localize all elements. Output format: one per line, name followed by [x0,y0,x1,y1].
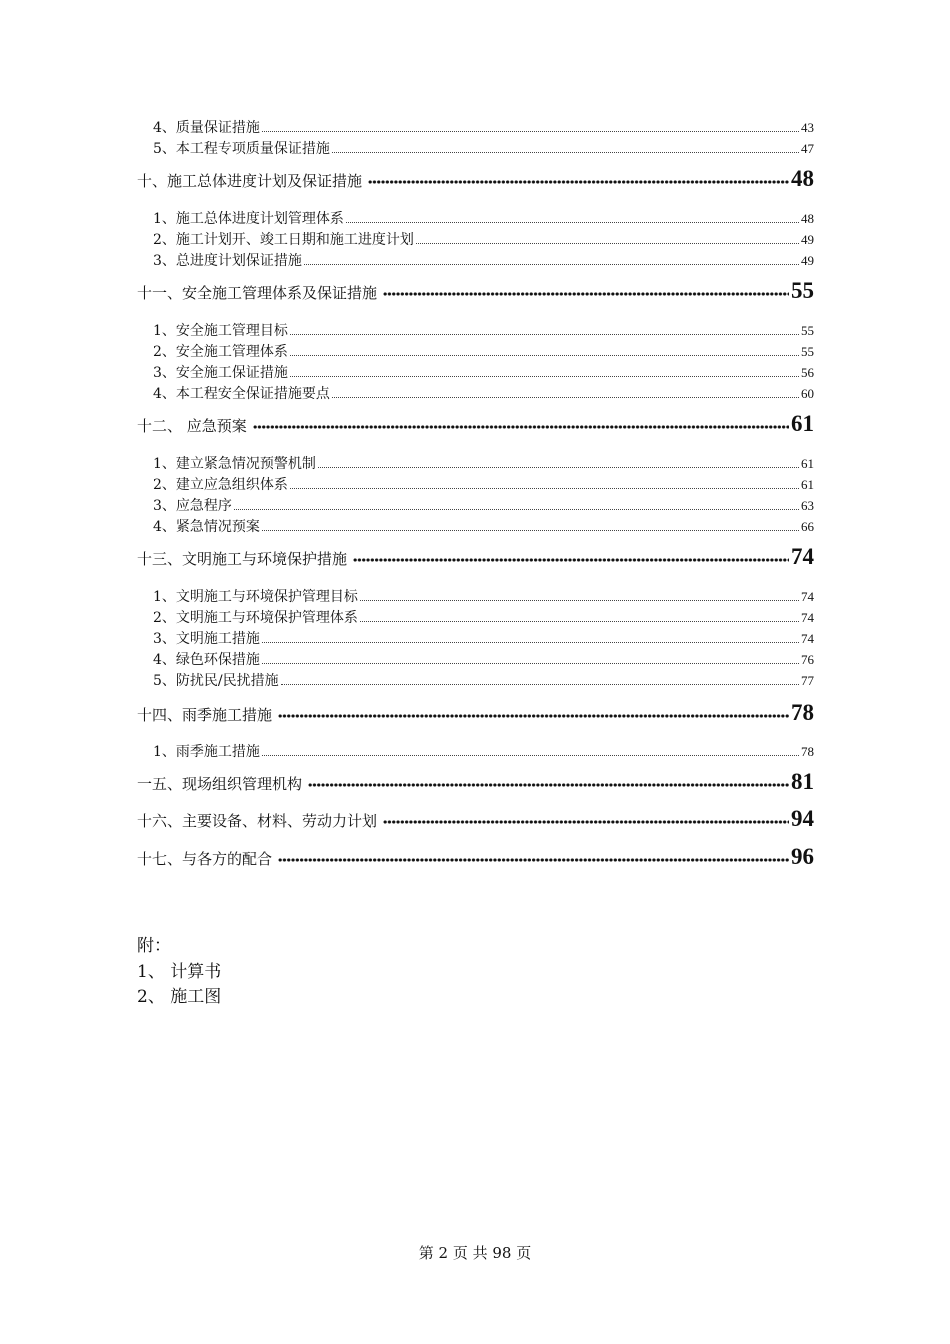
toc-entry-title: 十四、雨季施工措施 [137,706,273,724]
toc-entry-title: 2、施工计划开、竣工日期和施工进度计划 [153,232,414,248]
toc-entry-page-number: 63 [801,498,814,513]
toc-entry-page-number: 96 [791,844,814,869]
dot-leader [262,755,799,756]
toc-entry-title: 十六、主要设备、材料、劳动力计划 [137,812,378,830]
toc-subsection-entry [153,474,814,494]
toc-subsection-entry [153,362,814,382]
toc-subsection-entry [153,383,814,403]
dot-leader [416,243,799,244]
dot-leader [278,856,789,864]
toc-entry-title: 3、应急程序 [153,498,232,514]
toc-entry-page-number: 47 [801,141,814,156]
toc-section-entry [137,697,814,725]
toc-section-entry [137,841,814,869]
dot-leader [262,642,799,643]
toc-entry-page-number: 61 [801,456,814,471]
toc-entry-title: 十二、 应急预案 [137,417,247,435]
appendix-item-2: 2、 施工图 [137,987,222,1007]
dot-leader [290,355,799,356]
toc-entry-page-number: 49 [801,253,814,268]
toc-entry-title: 3、总进度计划保证措施 [153,253,302,269]
toc-section-entry [137,766,814,794]
toc-entry-title: 5、防扰民/民扰措施 [153,673,279,689]
dot-leader [290,376,799,377]
toc-entry-page-number: 74 [801,610,814,625]
toc-entry-page-number: 61 [801,477,814,492]
toc-subsection-entry [153,250,814,270]
toc-subsection-entry [153,341,814,361]
toc-section-entry [137,275,814,303]
toc-entry-title: 3、安全施工保证措施 [153,365,288,381]
toc-subsection-entry [153,138,814,158]
toc-entry-title: 2、建立应急组织体系 [153,477,288,493]
toc-entry-title: 1、建立紧急情况预警机制 [153,456,316,472]
toc-subsection-entry [153,453,814,473]
dot-leader [234,509,799,510]
toc-entry-title: 4、本工程安全保证措施要点 [153,386,330,402]
toc-entry-title: 2、文明施工与环境保护管理体系 [153,610,358,626]
toc-entry-title: 2、安全施工管理体系 [153,344,288,360]
dot-leader [278,712,789,720]
toc-entry-title: 1、施工总体进度计划管理体系 [153,211,344,227]
toc-entry-page-number: 56 [801,365,814,380]
toc-entry-page-number: 78 [801,744,814,759]
toc-section-entry [137,408,814,436]
toc-subsection-entry [153,607,814,627]
dot-leader [253,423,789,431]
dot-leader [353,556,789,564]
dot-leader [318,467,799,468]
dot-leader [262,530,799,531]
dot-leader [308,781,789,789]
dot-leader [360,621,799,622]
toc-entry-title: 十三、文明施工与环境保护措施 [137,550,348,568]
toc-entry-title: 3、文明施工措施 [153,631,260,647]
toc-entry-page-number: 76 [801,652,814,667]
dot-leader [383,818,789,826]
toc-entry-title: 1、雨季施工措施 [153,744,260,760]
toc-entry-title: 十七、与各方的配合 [137,850,273,868]
toc-section-entry [137,541,814,569]
toc-subsection-entry [153,117,814,137]
toc-entry-page-number: 49 [801,232,814,247]
toc-entry-page-number: 61 [791,411,814,436]
toc-subsection-entry [153,628,814,648]
page-footer: 第 2 页 共 98 页 [418,1244,532,1262]
toc-entry-page-number: 60 [801,386,814,401]
appendix-heading: 附： [137,936,171,956]
dot-leader [262,131,799,132]
toc-entry-title: 十、施工总体进度计划及保证措施 [137,172,363,190]
toc-subsection-entry [153,649,814,669]
dot-leader [332,397,799,398]
toc-entry-page-number: 55 [801,323,814,338]
toc-entry-title: 1、文明施工与环境保护管理目标 [153,589,358,605]
dot-leader [304,264,799,265]
toc-entry-title: 5、本工程专项质量保证措施 [153,141,330,157]
toc-entry-page-number: 55 [801,344,814,359]
toc-entry-page-number: 43 [801,120,814,135]
dot-leader [383,290,789,298]
toc-subsection-entry [153,586,814,606]
toc-entry-page-number: 78 [791,700,814,725]
toc-entry-page-number: 48 [791,166,814,191]
dot-leader [281,684,799,685]
toc-subsection-entry [153,670,814,690]
toc-subsection-entry [153,495,814,515]
dot-leader [368,178,789,186]
toc-entry-title: 4、紧急情况预案 [153,519,260,535]
dot-leader [290,334,799,335]
toc-subsection-entry [153,208,814,228]
toc-subsection-entry [153,516,814,536]
appendix-item-1: 1、 计算书 [137,962,222,982]
toc-subsection-entry [153,741,814,761]
toc-entry-title: 一五、现场组织管理机构 [137,775,303,793]
toc-entry-page-number: 94 [791,806,814,831]
dot-leader [262,663,799,664]
toc-entry-title: 4、绿色环保措施 [153,652,260,668]
toc-entry-page-number: 77 [801,673,814,688]
toc-subsection-entry [153,320,814,340]
toc-entry-title: 1、安全施工管理目标 [153,323,288,339]
toc-entry-title: 十一、安全施工管理体系及保证措施 [137,284,378,302]
toc-entry-page-number: 48 [801,211,814,226]
toc-entry-title: 4、质量保证措施 [153,120,260,136]
dot-leader [346,222,799,223]
toc-subsection-entry [153,229,814,249]
dot-leader [332,152,799,153]
toc-entry-page-number: 74 [801,631,814,646]
toc-entry-page-number: 66 [801,519,814,534]
dot-leader [290,488,799,489]
toc-section-entry [137,163,814,191]
toc-entry-page-number: 74 [801,589,814,604]
toc-entry-page-number: 74 [791,544,814,569]
toc-section-entry [137,803,814,831]
dot-leader [360,600,799,601]
toc-entry-page-number: 55 [791,278,814,303]
toc-entry-page-number: 81 [791,769,814,794]
